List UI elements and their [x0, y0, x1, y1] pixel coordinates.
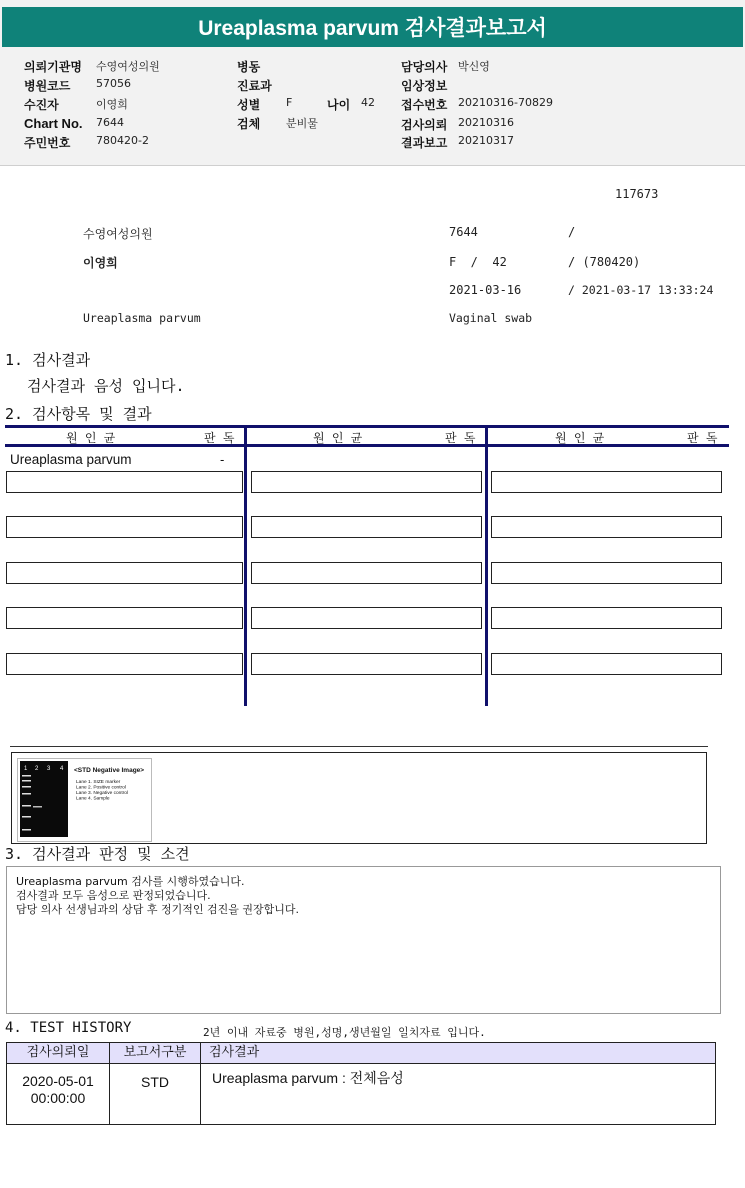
result-value: -	[220, 452, 225, 467]
resident-no-value: 780420-2	[96, 134, 149, 147]
info-specimen: Vaginal swab	[449, 311, 533, 325]
age-label: 나이	[327, 98, 351, 112]
table-divider-2	[485, 425, 488, 706]
specimen-label: 검체	[237, 117, 261, 131]
receipt-no-label: 접수번호	[401, 98, 448, 112]
empty-result-box	[491, 471, 722, 493]
opinion-line: Ureaplasma parvum 검사를 시행하였습니다.	[16, 875, 245, 888]
col-header-organism: 원 인 균	[555, 431, 605, 445]
chart-no-label: Chart No.	[24, 116, 83, 131]
history-row	[109, 1063, 201, 1125]
history-row	[6, 1063, 110, 1125]
gel-caption-line: Lane 4. Sample	[76, 796, 110, 802]
gel-caption-title: <STD Negative Image>	[74, 767, 145, 774]
col-header-result: 판 독	[204, 431, 235, 445]
patient-value: 이영희	[96, 98, 128, 111]
empty-result-box	[251, 607, 482, 629]
col-header-result: 판 독	[445, 431, 476, 445]
opinion-box	[6, 866, 721, 1014]
table-divider-1	[244, 425, 247, 706]
report-date-value: 20210317	[458, 134, 514, 147]
specimen-value: 분비물	[286, 117, 318, 130]
gel-caption-line: Lane 2. Positive control	[76, 785, 126, 791]
ward-label: 병동	[237, 60, 261, 74]
age-value: 42	[361, 96, 375, 109]
lane-label: 3	[47, 766, 51, 772]
info-test-name: Ureaplasma parvum	[83, 311, 201, 325]
empty-result-box	[491, 653, 722, 675]
info-sex-age: F / 42	[449, 255, 507, 269]
divider-rule	[10, 746, 708, 747]
empty-result-box	[251, 471, 482, 493]
empty-result-box	[251, 653, 482, 675]
col-header-result: 판 독	[687, 431, 718, 445]
report-date-label: 결과보고	[401, 136, 448, 150]
sex-value: F	[286, 96, 293, 109]
lane-label: 4	[60, 766, 64, 772]
doctor-label: 담당의사	[401, 60, 448, 74]
info-request-date: 2021-03-16	[449, 283, 522, 297]
empty-result-box	[251, 516, 482, 538]
section4-title: 4. TEST HISTORY	[5, 1020, 132, 1036]
gel-caption-line: Lane 3. Negative control	[76, 791, 128, 796]
history-header-date: 검사의뢰일	[6, 1042, 110, 1064]
report-number: 117673	[615, 187, 659, 201]
empty-result-box	[251, 562, 482, 584]
history-date: 2020-05-01 00:00:00	[22, 1073, 94, 1106]
table-top-rule	[5, 425, 729, 428]
hospital-code-value: 57056	[96, 77, 131, 90]
request-date-value: 20210316	[458, 116, 514, 129]
empty-result-box	[6, 562, 243, 584]
patient-label: 수진자	[24, 98, 59, 112]
opinion-line: 담당 의사 선생님과의 상담 후 정기적인 검진을 권장합니다.	[16, 903, 299, 916]
hospital-code-label: 병원코드	[24, 79, 71, 93]
empty-result-box	[6, 607, 243, 629]
sex-label: 성별	[237, 98, 261, 112]
empty-result-box	[6, 653, 243, 675]
history-header-result: 검사결과	[200, 1042, 716, 1064]
info-patient-name: 이영희	[83, 256, 118, 270]
empty-result-box	[491, 516, 722, 538]
history-note: 2년 이내 자료중 병원,성명,생년월일 일치자료 입니다.	[203, 1026, 486, 1039]
info-institution: 수영여성의원	[83, 227, 153, 241]
request-date-label: 검사의뢰	[401, 118, 448, 132]
info-slash: /	[568, 225, 576, 239]
lane-label: 2	[35, 766, 39, 772]
info-birth: / (780420)	[568, 255, 641, 269]
resident-no-label: 주민번호	[24, 136, 71, 150]
empty-result-box	[6, 471, 243, 493]
col-header-organism: 원 인 균	[313, 431, 363, 445]
gel-caption-line: Lane 1. SIZE marker	[76, 780, 121, 785]
gel-electrophoresis-image	[18, 759, 151, 841]
opinion-line: 검사결과 모두 음성으로 판정되었습니다.	[16, 889, 211, 902]
institution-value: 수영여성의원	[96, 60, 160, 73]
col-header-organism: 원 인 균	[66, 431, 116, 445]
chart-no-value: 7644	[96, 116, 124, 129]
department-label: 진료과	[237, 79, 272, 93]
lane-label: 1	[24, 766, 28, 772]
empty-result-box	[491, 607, 722, 629]
history-type: STD	[141, 1074, 169, 1090]
result-organism: Ureaplasma parvum	[10, 452, 132, 467]
institution-label: 의뢰기관명	[24, 60, 82, 74]
section1-result-text: 검사결과 음성 입니다.	[27, 377, 185, 395]
doctor-value: 박신영	[458, 60, 490, 73]
section1-title: 1. 검사결과	[5, 351, 91, 369]
section3-title: 3. 검사결과 판정 및 소견	[5, 845, 190, 863]
history-header-type: 보고서구분	[109, 1042, 201, 1064]
receipt-no-value: 20210316-70829	[458, 96, 553, 109]
gel-image	[17, 758, 152, 842]
info-chart-no: 7644	[449, 225, 478, 239]
report-title: Ureaplasma parvum 검사결과보고서	[2, 7, 743, 47]
empty-result-box	[491, 562, 722, 584]
section2-title: 2. 검사항목 및 결과	[5, 405, 152, 423]
history-row	[200, 1063, 716, 1125]
info-report-datetime: / 2021-03-17 13:33:24	[568, 283, 714, 297]
empty-result-box	[6, 516, 243, 538]
clinical-info-label: 임상정보	[401, 79, 448, 93]
history-result: Ureaplasma parvum : 전체음성	[212, 1070, 404, 1086]
